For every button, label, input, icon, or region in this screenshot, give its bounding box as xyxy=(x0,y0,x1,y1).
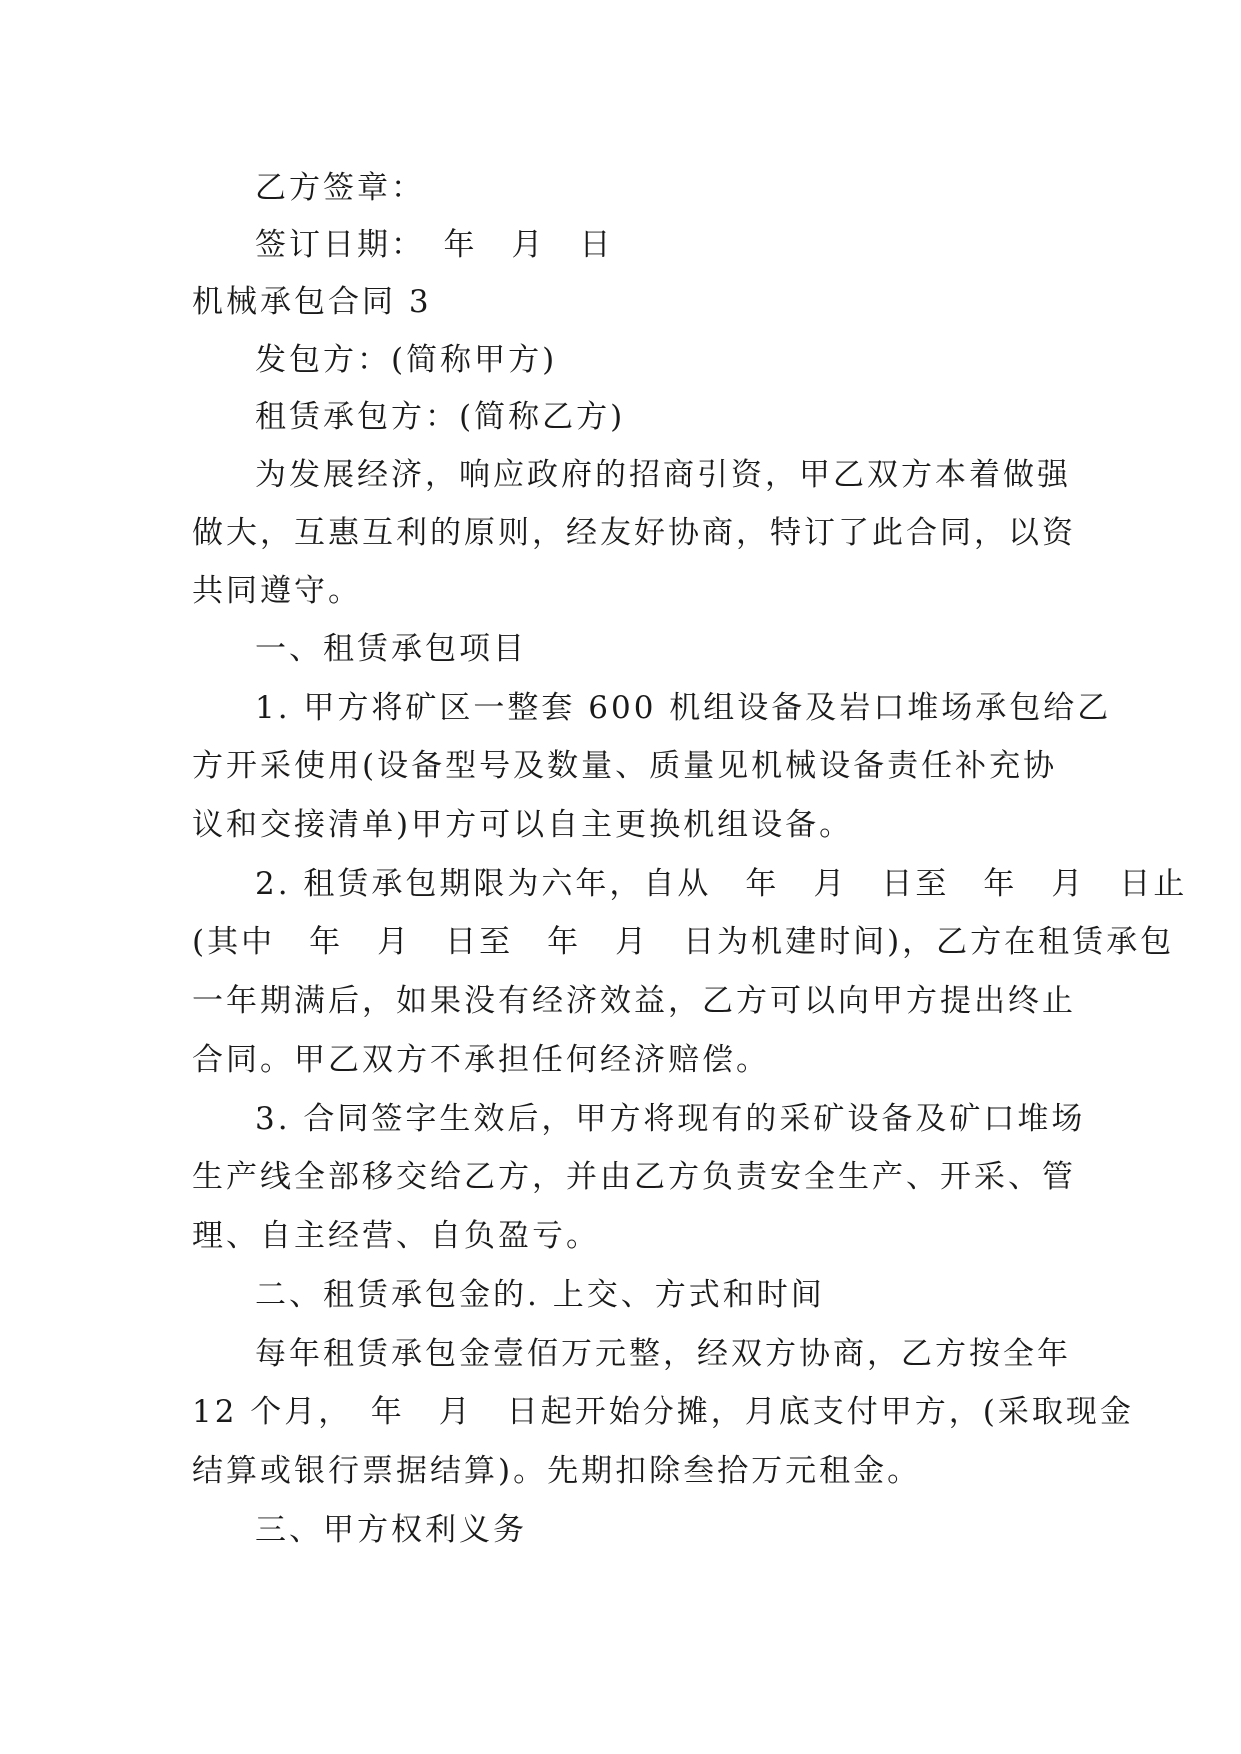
clause-3-line-2: 生产线全部移交给乙方，并由乙方负责安全生产、开采、管 xyxy=(192,1159,1076,1195)
clause-2-line-3: 一年期满后，如果没有经济效益，乙方可以向甲方提出终止 xyxy=(192,983,1076,1019)
party-b-line: 租赁承包方：(简称乙方) xyxy=(255,399,626,435)
section-2-line-3: 结算或银行票据结算)。先期扣除叁拾万元租金。 xyxy=(192,1453,922,1489)
party-a-line: 发包方：(简称甲方) xyxy=(255,342,558,378)
signing-date-line: 签订日期： 年 月 日 xyxy=(255,227,614,263)
section-2-line-1: 每年租赁承包金壹佰万元整，经双方协商，乙方按全年 xyxy=(255,1336,1071,1372)
clause-2-line-1: 2. 租赁承包期限为六年，自从 年 月 日至 年 月 日止 xyxy=(255,866,1188,902)
contract-title: 机械承包合同 3 xyxy=(192,284,432,320)
clause-2-line-2: (其中 年 月 日至 年 月 日为机建时间)，乙方在租赁承包 xyxy=(192,924,1175,960)
preamble-line-3: 共同遵守。 xyxy=(192,573,362,609)
clause-1-line-3: 议和交接清单)甲方可以自主更换机组设备。 xyxy=(192,807,854,843)
preamble-line-2: 做大，互惠互利的原则，经友好协商，特订了此合同，以资 xyxy=(192,515,1076,551)
clause-1-line-1: 1. 甲方将矿区一整套 600 机组设备及岩口堆场承包给乙 xyxy=(255,690,1112,726)
party-b-signature-line: 乙方签章： xyxy=(255,170,425,206)
clause-3-line-1: 3. 合同签字生效后，甲方将现有的采矿设备及矿口堆场 xyxy=(255,1101,1086,1137)
preamble-line-1: 为发展经济，响应政府的招商引资，甲乙双方本着做强 xyxy=(255,457,1071,493)
clause-2-line-4: 合同。甲乙双方不承担任何经济赔偿。 xyxy=(192,1042,770,1078)
section-2-heading: 二、租赁承包金的. 上交、方式和时间 xyxy=(255,1277,825,1313)
section-3-heading: 三、甲方权利义务 xyxy=(255,1512,527,1548)
section-2-line-2: 12 个月， 年 月 日起开始分摊，月底支付甲方，(采取现金 xyxy=(192,1394,1134,1430)
clause-1-line-2: 方开采使用(设备型号及数量、质量见机械设备责任补充协 xyxy=(192,748,1058,784)
section-1-heading: 一、租赁承包项目 xyxy=(255,631,527,667)
clause-3-line-3: 理、自主经营、自负盈亏。 xyxy=(192,1218,600,1254)
